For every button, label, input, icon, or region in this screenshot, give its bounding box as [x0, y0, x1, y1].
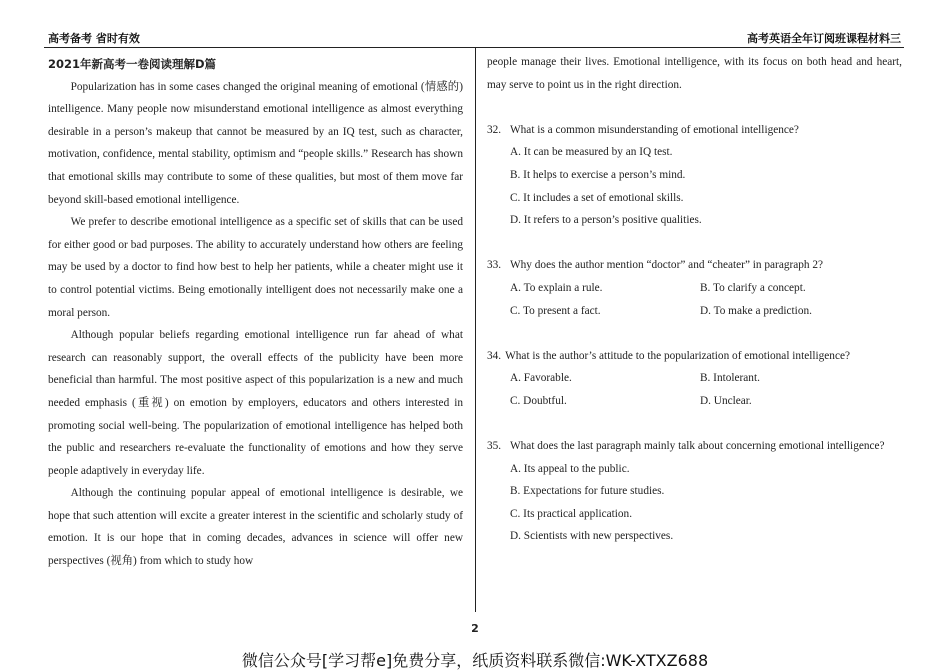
- option-c: C. To present a fact.: [510, 304, 601, 317]
- question-34: [487, 345, 902, 368]
- passage-continuation: people manage their lives. Emotional intelligence, with its focus on both head and heart, may serve to point us in the right direction.: [487, 56, 902, 91]
- passage-title: 2021年新高考一卷阅读理解D篇: [48, 57, 217, 71]
- header-left-text: 高考备考 省时有效: [48, 32, 140, 45]
- questions-column: [487, 51, 902, 548]
- option-d: D. It refers to a person’s positive qualities.: [510, 214, 702, 227]
- option-d: D. Unclear.: [700, 394, 752, 407]
- header-right-text: 高考英语全年订阅班课程材料三: [747, 32, 901, 45]
- header-divider: [44, 47, 904, 48]
- question-text: Why does the author mention “doctor” and “cheater” in paragraph 2?: [510, 259, 824, 272]
- passage-paragraph-3: Although popular beliefs regarding emotional intelligence run far ahead of what research can reasonably support, the overall effects of the publicity have been more beneficial than harmful. The most positive aspect of this popularization is a new and much needed emphasis (重视) on emotion by employers, educators and others interested in promoting social well-being. The popularization of emotional intelligence has helped both the public and researchers re-evaluate the functionality of emotions and how they serve people adaptively in everyday life.: [48, 329, 463, 477]
- question-number: 35.: [487, 440, 502, 453]
- option-c: C. It includes a set of emotional skills.: [510, 191, 684, 204]
- question-text: What is a common misunderstanding of emotional intelligence?: [510, 123, 799, 136]
- option-b: B. It helps to exercise a person’s mind.: [510, 168, 686, 181]
- option-a: A. It can be measured by an IQ test.: [510, 146, 673, 159]
- option-c: C. Doubtful.: [510, 394, 567, 407]
- option-a: A. To explain a rule.: [510, 281, 603, 294]
- question-number: 34.: [487, 349, 502, 362]
- option-b: B. Expectations for future studies.: [510, 485, 665, 498]
- option-d: D. To make a prediction.: [700, 304, 812, 317]
- question-33: [487, 254, 902, 277]
- page-number: 2: [471, 622, 479, 635]
- question-35: [487, 435, 902, 458]
- question-number: 33.: [487, 259, 502, 272]
- option-a: A. Favorable.: [510, 372, 572, 385]
- column-divider: [475, 47, 476, 612]
- question-text: What does the last paragraph mainly talk about concerning emotional intelligence?: [510, 440, 885, 453]
- option-c: C. Its practical application.: [510, 507, 633, 520]
- passage-column: [48, 53, 463, 573]
- option-d: D. Scientists with new perspectives.: [510, 530, 674, 543]
- passage-paragraph-1: Popularization has in some cases changed the original meaning of emotional (情感的) intelligence. Many people now misunderstand emotional intelligence as almost everything desirable in a person’s makeup that cannot be measured by an IQ test, such as character, motivation, confidence, mental stability, optimism and “people skills.” Research has shown that emotional skills may contribute to some of these qualities, but most of them move far beyond skill-based emotional intelligence.: [48, 80, 463, 206]
- question-32: [487, 119, 902, 142]
- option-a: A. Its appeal to the public.: [510, 462, 630, 475]
- option-b: B. Intolerant.: [700, 372, 760, 385]
- passage-paragraph-4: Although the continuing popular appeal of emotional intelligence is desirable, we hope that such attention will excite a greater interest in the scientific and scholarly study of emotion. It is our hope that in coming decades, advances in science will offer new perspectives (视角) from which to study how: [48, 487, 463, 568]
- question-text: What is the author’s attitude to the popularization of emotional intelligence?: [505, 349, 850, 362]
- footer-watermark-text: 微信公众号[学习帮e]免费分享，纸质资料联系微信:WK-XTXZ688: [241, 651, 709, 670]
- question-number: 32.: [487, 123, 502, 136]
- passage-paragraph-2: We prefer to describe emotional intelligence as a specific set of skills that can be used for either good or bad purposes. The ability to accurately understand how others are feeling may be used by a doctor to find how best to help her patients, while a cheater might use it to control potential victims. Being emotionally intelligent does not necessarily make one a moral person.: [48, 216, 463, 319]
- option-b: B. To clarify a concept.: [700, 281, 806, 294]
